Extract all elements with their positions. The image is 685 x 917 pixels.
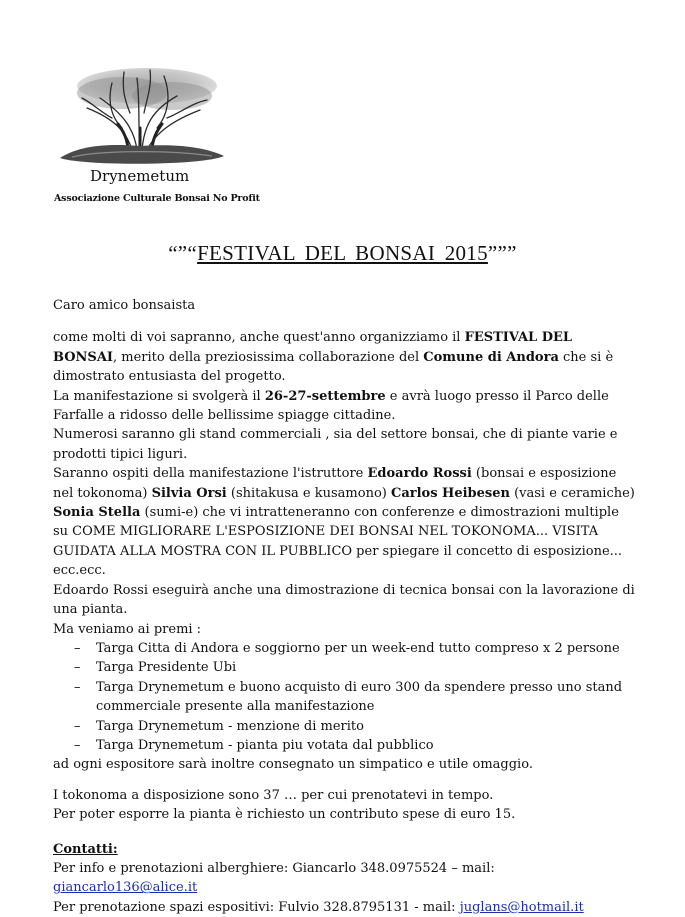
paragraph-tokonoma: I tokonoma a disposizione sono 37 … per cui prenotatevi in tempo. [53,787,494,803]
letter-body [53,296,635,917]
intro-text-b: , merito della preziosissima collaborazione del [113,349,424,365]
festival-title [0,241,685,266]
contacts-title: Contatti: [53,841,118,857]
intro-text-a: come molti di voi sapranno, anche quest'anno organizziamo il [53,330,465,346]
org-subtitle: Associazione Culturale Bonsai No Profit [54,193,260,204]
prize-item: – Targa Drynemetum - pianta piu votata dal pubblico [74,736,635,755]
contact-hotel-text: Per info e prenotazioni alberghiere: Giancarlo 348.0975524 – mail: [53,860,495,876]
guests-text-e: (sumi-e) che vi intratteneranno con conferenze e dimostrazioni multiple su COME MIGLIORARE L'ESPOSIZIONE DEI BONSAI NEL TOKONOMA... VISITA GUIDATA ALLA MOSTRA CON IL PUBBLICO per spiegare il concetto di esposizione... ecc.ecc. [53,505,623,579]
bonsai-logo [52,58,230,168]
paragraph-gift: ad ogni espositore sarà inoltre consegnato un simpatico e utile omaggio. [53,757,533,773]
prize-item: – Targa Drynemetum e buono acquisto di euro 300 da spendere presso uno stand commerciale presente alla manifestazione [74,678,635,717]
prize-item: – Targa Drynemetum - menzione di merito [74,717,635,736]
contact-spaces-text: Per prenotazione spazi espositivi: Fulvio 328.8795131 - mail: [53,899,460,915]
dates-text-a: La manifestazione si svolgerà il [53,388,265,404]
guests-text-c: (shitakusa e kusamono) [226,485,391,501]
prizes-intro: Ma veniamo ai premi : [53,621,202,637]
festival-name: FESTIVAL DEL BONSAI [53,330,573,365]
guest-silvia: Silvia Orsi [151,485,227,501]
paragraph-stands: Numerosi saranno gli stand commerciali , sia del settore bonsai, che di piante varie e prodotti tipici liguri. [53,427,618,462]
prizes-list [53,639,635,755]
title-text: FESTIVAL DEL BONSAI 2015 [197,241,488,265]
email-link-fulvio[interactable]: juglans@hotmail.it [459,899,584,915]
prize-item: – Targa Citta di Andora e soggiorno per un week-end tutto compreso x 2 persone [74,639,635,658]
paragraph-intro [53,328,635,386]
guest-edoardo: Edoardo Rossi [367,466,472,482]
intro-text-c: che si è dimostrato entusiasta del progetto. [53,349,614,385]
title-close-quotes: ””” [487,241,517,265]
contact-hotel [53,859,635,898]
guest-sonia: Sonia Stella [53,505,141,521]
paragraph-fee: Per poter esporre la pianta è richiesto un contributo spese di euro 15. [53,807,516,823]
paragraph-guests [53,464,635,580]
greeting: Caro amico bonsaista [53,298,196,313]
prize-item: – Targa Presidente Ubi [74,658,635,677]
guests-text-d: (vasi e ceramiche) [509,485,635,501]
org-name: Drynemetum [90,167,190,185]
paragraph-demo: Edoardo Rossi eseguirà anche una dimostrazione di tecnica bonsai con la lavorazione di una pianta. [53,582,635,618]
dates-text-b: e avrà luogo presso il Parco delle Farfalle a ridosso delle bellissime spiagge cittadine. [53,388,609,424]
contact-spaces [53,898,635,917]
guests-text-b: (bonsai e esposizione nel tokonoma) [53,466,617,501]
title-open-quotes: “”“ [168,241,198,265]
email-link-giancarlo[interactable]: giancarlo136@alice.it [53,880,198,896]
comune-name: Comune di Andora [423,349,559,365]
guest-carlos: Carlos Heibesen [390,485,510,501]
event-dates: 26-27-settembre [264,388,386,404]
paragraph-dates [53,387,635,426]
guests-text-a: Saranno ospiti della manifestazione l'istruttore [53,466,368,482]
